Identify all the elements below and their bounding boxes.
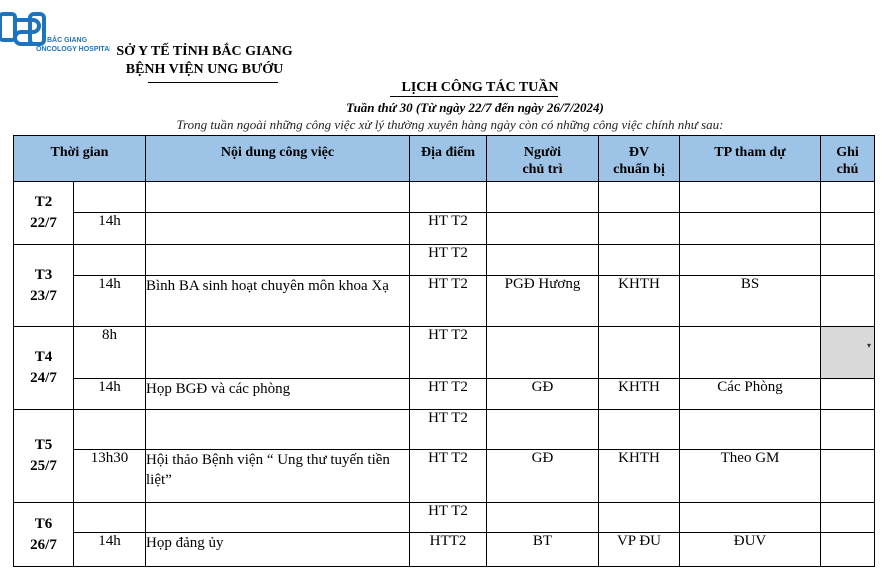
prep-cell: [599, 327, 680, 379]
time-cell: 14h: [74, 379, 146, 410]
location-cell: HT T2: [410, 245, 487, 276]
table-row: [14, 213, 875, 245]
col-header-note: [821, 136, 875, 182]
participants-cell: BS: [680, 276, 821, 327]
table-row: [14, 379, 875, 410]
day-cell-t4: [14, 327, 74, 410]
prep-cell: [599, 245, 680, 276]
day-cell-t2: [14, 182, 74, 245]
time-cell: 14h: [74, 213, 146, 245]
day-date: 26/7: [30, 536, 57, 553]
prep-cell: [599, 213, 680, 245]
page-subtitle: Tuần thứ 30 (Từ ngày 22/7 đến ngày 26/7/2024): [346, 100, 604, 115]
col-header-participants: TP tham dự: [680, 136, 821, 182]
content-cell: Bình BA sinh hoạt chuyên môn khoa Xạ: [146, 276, 410, 327]
host-cell: GĐ: [487, 450, 599, 503]
host-cell: [487, 182, 599, 213]
day-label: T5: [34, 437, 53, 453]
chevron-down-icon[interactable]: ▾: [866, 340, 871, 350]
note-cell: [821, 379, 875, 410]
content-cell: [146, 182, 410, 213]
location-cell: HT T2: [410, 450, 487, 503]
page-title: LỊCH CÔNG TÁC TUẦN: [401, 80, 559, 95]
content-cell: [146, 245, 410, 276]
host-cell: BT: [487, 533, 599, 567]
host-cell: [487, 410, 599, 450]
table-row: [14, 410, 875, 450]
logo-text-line2: ONCOLOGY HOSPITAL: [36, 46, 110, 53]
note-cell: [821, 533, 875, 567]
table-header-row: [14, 136, 875, 182]
time-cell: [74, 245, 146, 276]
table-row: [14, 245, 875, 276]
day-cell-t3: [14, 245, 74, 327]
col-header-note-l2: chú: [836, 162, 859, 177]
prep-cell: [599, 503, 680, 533]
prep-cell: [599, 182, 680, 213]
location-cell: HT T2: [410, 503, 487, 533]
note-cell: [821, 410, 875, 450]
schedule-table: [13, 135, 875, 567]
content-cell: Họp BGĐ và các phòng: [146, 379, 410, 410]
col-header-host: [487, 136, 599, 182]
host-cell: GĐ: [487, 379, 599, 410]
host-cell: [487, 245, 599, 276]
table-row: [14, 503, 875, 533]
note-cell-dropdown[interactable]: [821, 327, 875, 379]
host-cell: [487, 327, 599, 379]
day-label: T2: [34, 194, 53, 210]
content-cell: Họp đảng ủy: [146, 533, 410, 567]
time-cell: 14h: [74, 276, 146, 327]
note-cell: [821, 450, 875, 503]
participants-cell: [680, 327, 821, 379]
prep-cell: [599, 410, 680, 450]
content-cell: [146, 503, 410, 533]
location-cell: HT T2: [410, 410, 487, 450]
location-cell: HT T2: [410, 276, 487, 327]
location-cell: [410, 182, 487, 213]
col-header-content: Nội dung công việc: [146, 136, 410, 182]
participants-cell: [680, 182, 821, 213]
location-cell: HT T2: [410, 379, 487, 410]
day-date: 25/7: [30, 458, 57, 474]
org-line2: BỆNH VIỆN UNG BƯỚU: [125, 62, 284, 77]
prep-cell: VP ĐU: [599, 533, 680, 567]
participants-cell: Các Phòng: [680, 379, 821, 410]
host-cell: PGĐ Hương: [487, 276, 599, 327]
note-cell: [821, 245, 875, 276]
day-label: T6: [34, 515, 53, 532]
note-cell: [821, 503, 875, 533]
host-cell: [487, 213, 599, 245]
table-row: [14, 327, 875, 379]
day-label: T3: [34, 266, 53, 283]
location-cell: HT T2: [410, 327, 487, 379]
participants-cell: ĐUV: [680, 533, 821, 567]
org-underline: [148, 82, 278, 83]
content-cell: [146, 327, 410, 379]
col-header-prep: [599, 136, 680, 182]
participants-cell: [680, 503, 821, 533]
time-cell: [74, 503, 146, 533]
col-header-host-l1: Người: [523, 145, 562, 160]
content-cell: Hội thảo Bệnh viện “ Ung thư tuyến tiền liệt”: [146, 450, 410, 503]
time-cell: [74, 182, 146, 213]
org-line1: SỞ Y TẾ TỈNH BẮC GIANG: [116, 44, 293, 59]
note-dropdown[interactable]: [821, 338, 874, 368]
time-cell: [74, 410, 146, 450]
note-cell: [821, 182, 875, 213]
day-date: 22/7: [30, 215, 57, 231]
participants-cell: [680, 410, 821, 450]
prep-cell: KHTH: [599, 450, 680, 503]
day-date: 23/7: [30, 287, 57, 304]
intro-text: Trong tuần ngoài những công việc xử lý thường xuyên hàng ngày còn có những công việc chính như sau:: [176, 117, 724, 132]
location-cell: HTT2: [410, 533, 487, 567]
col-header-prep-l2: chuẩn bị: [613, 162, 665, 177]
time-cell: 13h30: [74, 450, 146, 503]
note-cell: [821, 213, 875, 245]
table-row: [14, 182, 875, 213]
day-cell-t6: [14, 503, 74, 567]
title-underline: [390, 96, 558, 97]
logo-text-line1: BẮC GIANG: [47, 37, 88, 44]
note-cell: [821, 276, 875, 327]
col-header-location: Địa điểm: [410, 136, 487, 182]
prep-cell: KHTH: [599, 276, 680, 327]
participants-cell: Theo GM: [680, 450, 821, 503]
table-row: [14, 276, 875, 327]
content-cell: [146, 213, 410, 245]
col-header-time: Thời gian: [14, 136, 146, 182]
hospital-logo: [0, 10, 110, 54]
time-cell: 14h: [74, 533, 146, 567]
col-header-prep-l1: ĐV: [628, 145, 650, 160]
content-cell: [146, 410, 410, 450]
col-header-host-l2: chủ trì: [522, 162, 563, 177]
table-row: [14, 450, 875, 503]
col-header-note-l1: Ghi: [836, 145, 859, 160]
day-cell-t5: [14, 410, 74, 503]
table-row: [14, 533, 875, 567]
participants-cell: [680, 245, 821, 276]
location-cell: HT T2: [410, 213, 487, 245]
hospital-logo-icon: [0, 10, 110, 54]
participants-cell: [680, 213, 821, 245]
day-date: 24/7: [30, 370, 57, 386]
host-cell: [487, 503, 599, 533]
prep-cell: KHTH: [599, 379, 680, 410]
day-label: T4: [34, 349, 53, 365]
time-cell: 8h: [74, 327, 146, 379]
